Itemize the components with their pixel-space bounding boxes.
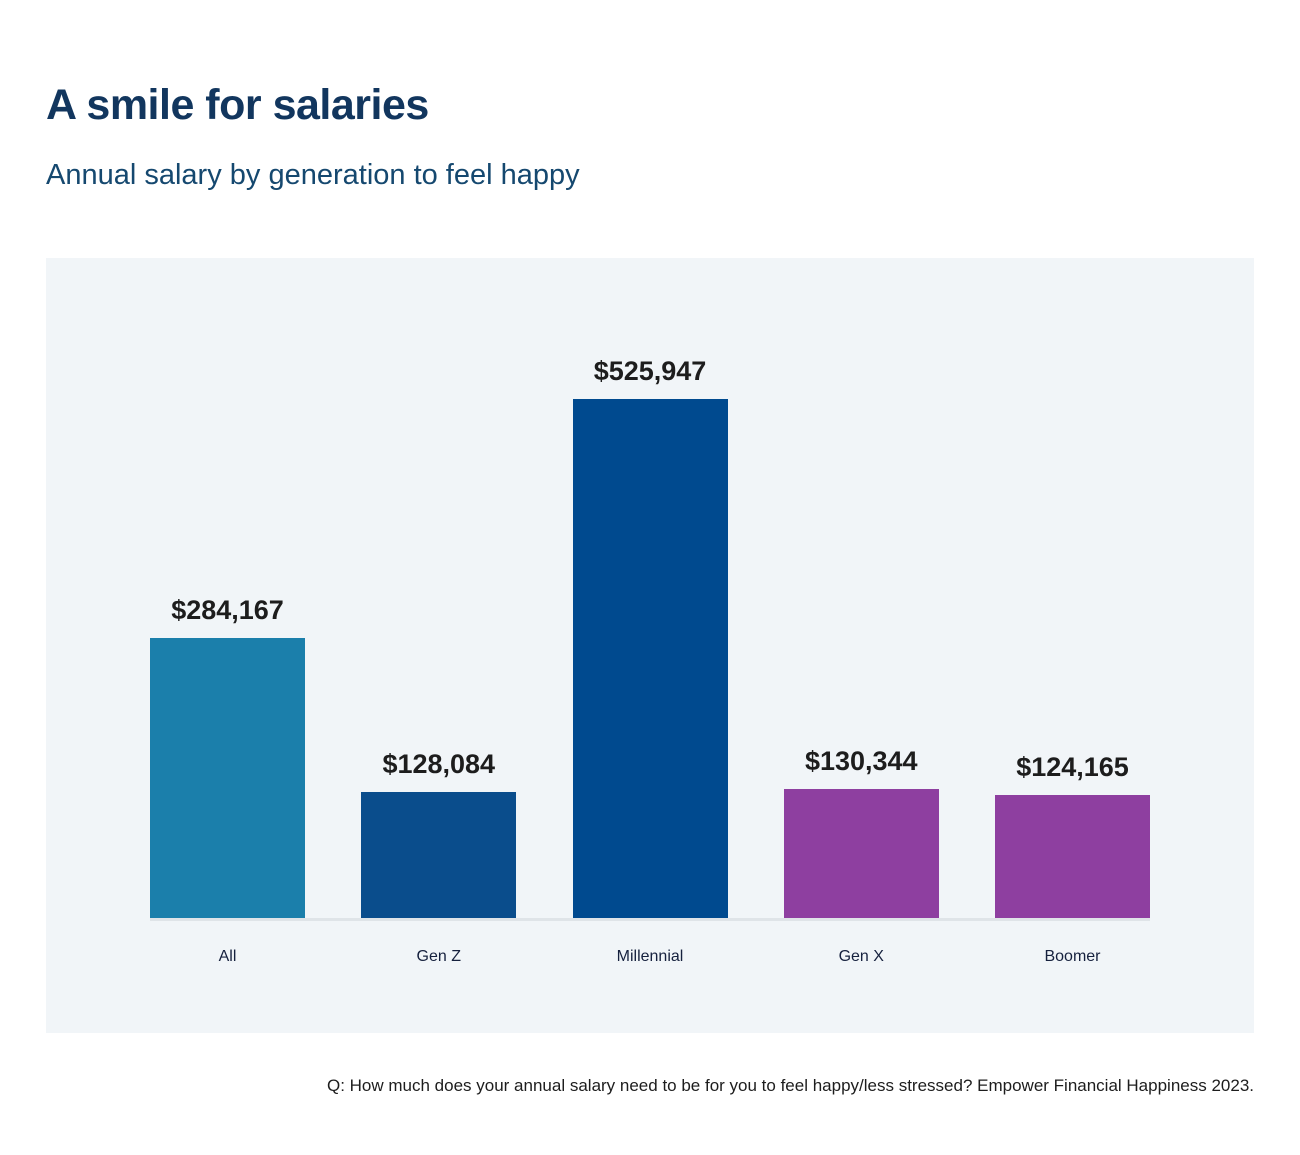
bar-column-all [150, 288, 305, 918]
category-label-all: All [218, 948, 237, 965]
category-label-boomer: Boomer [1044, 948, 1101, 965]
category-label-millennial: Millennial [616, 948, 684, 965]
category-label-genx: Gen X [838, 948, 884, 965]
bar-all [150, 638, 305, 918]
bar-value-genx: $130,344 [804, 746, 918, 776]
bar-value-genz: $128,084 [382, 749, 496, 779]
bar-value-millennial: $525,947 [593, 356, 707, 386]
bar-column-millennial [573, 288, 728, 918]
category-label-genz: Gen Z [416, 948, 461, 965]
bar-genx [784, 789, 939, 918]
bar-genz [361, 792, 516, 918]
bar-value-all: $284,167 [171, 595, 284, 625]
bar-column-genz [361, 288, 516, 918]
bar-series [150, 288, 1150, 918]
page-title: A smile for salaries [46, 81, 429, 129]
chart-panel [46, 258, 1254, 1033]
page-subtitle: Annual salary by generation to feel happy [46, 159, 580, 191]
axis-baseline [150, 918, 1150, 921]
bar-millennial [573, 399, 728, 918]
bar-boomer [995, 795, 1150, 918]
bar-column-genx [784, 288, 939, 918]
source-note: Q: How much does your annual salary need to be for you to feel happy/less stressed? Empower Financial Happiness 2023. [326, 1076, 1254, 1095]
bar-value-boomer: $124,165 [1016, 752, 1129, 782]
bar-column-boomer [995, 288, 1150, 918]
category-axis-labels [150, 948, 1150, 966]
